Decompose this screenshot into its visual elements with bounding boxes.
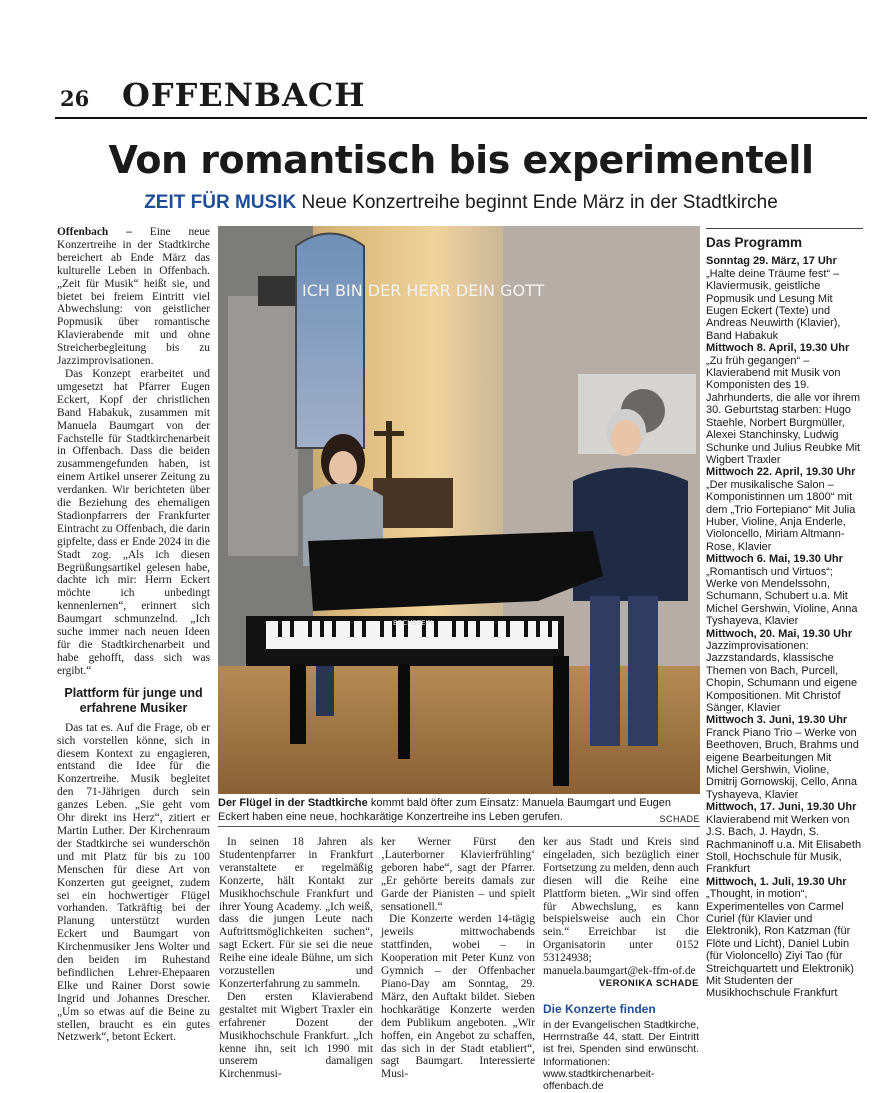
info-box-text: in der Evangelischen Stadtkirche, Herrnstraße 44, statt. Der Eintritt ist frei, Spenden sind erwünscht. Informationen: www.stadtkirchenarbeit-offenbach.de xyxy=(543,1018,699,1093)
photo-illustration xyxy=(218,226,700,794)
program-item xyxy=(706,553,863,627)
program-description: Klavierabend mit Werken von J.S. Bach, J. Haydn, S. Rachmaninoff u.a. Mit Elisabeth Stoll, Hochschule für Musik, Frankfurt xyxy=(706,813,862,876)
program-description: „Halte deine Träume fest“ – Klaviermusik, geistliche Popmusik und Lesung Mit Eugen Eckert (Texte) und Andreas Neuwirth (Klavier), Band Habakuk xyxy=(706,267,841,342)
program-item xyxy=(706,714,863,801)
photo-caption xyxy=(218,797,700,826)
program-date: Mittwoch, 1. Juli, 19.30 Uhr xyxy=(706,875,847,888)
program-description: „Zu früh gegangen“ – Klavierabend mit Musik von Komponisten des 19. Jahrhunderts, die alle vor ihrem 30. Geburtstag starben: Hugo Staehle, Norbert Burgmüller, Alexei Stanchinsky, Ludwig Schunke und Julius Reubke Mit Wigbert Traxler xyxy=(706,354,861,466)
program-item xyxy=(706,342,863,466)
col4-paragraph-1: ker aus Stadt und Kreis sind eingeladen, sich bezüglich einer Fortsetzung zu melden, denn auch diesen will die Reihe eine Plattform bieten. „Wir sind offen für Abwechslung, es kann beispielsweise auch ein Chor sein.“ Erreichbar ist die Organisatorin unter 0152 53124938; manuela.baumgart@ek-ffm-of.de xyxy=(543,836,699,978)
program-date: Mittwoch, 20. Mai, 19.30 Uhr xyxy=(706,627,853,640)
program-description: „Thought, in motion“, Experimentelles von Carmel Curiel (für Klavier und Elektronik), Ron Katzman (für Flöte und Licht), Daniel Lubin (für Violoncello) Ziyi Tao (für Streichquartett und Elektronik) Mit Studenten der Musikhochschule Frankfurt xyxy=(706,888,854,1000)
caption-text: kommt bald öfter zum Einsatz: Manuela Baumgart und Eugen Eckert haben eine neue, hochkarätige Konzertreihe ins Leben gerufen. xyxy=(218,797,672,823)
program-item xyxy=(706,255,863,342)
piano-brand: BECHSTEIN xyxy=(393,619,433,627)
program-date: Sonntag 29. März, 17 Uhr xyxy=(706,255,837,268)
section-title: OFFENBACH xyxy=(122,76,366,114)
program-date: Mittwoch 3. Juni, 19.30 Uhr xyxy=(706,714,848,727)
header-rule xyxy=(55,117,867,119)
program-date: Mittwoch, 17. Juni, 19.30 Uhr xyxy=(706,801,857,814)
subheadline xyxy=(55,192,867,214)
col1-paragraph-2: Das Konzept erarbeitet und umgesetzt hat Pfarrer Eugen Eckert, Kopf der christlichen Band Habakuk, zusammen mit Manuela Baumgart von der Fachstelle für Stadtkirchenarbeit in Offenbach. Dass die beiden zusammengefunden haben, ist einem Artikel unserer Zeitung zu verdanken. Wir berichteten über die Beziehung des ehemaligen Stadionpfarrers der Frankfurter Eintracht zu Offenbach, die darin gipfelte, dass er Ende 2024 in die Stadt zog. „Als ich diesen Begrüßungsartikel gelesen habe, dachte ich mir: Herrn Eckert möchte ich unbedingt kennenlernen“, erinnert sich Baumgart schmunzelnd. „Ich suche immer nach neuen Ideen für die Stadtkirchenarbeit und habe gehofft, dass sich was ergibt.“ xyxy=(57,367,210,677)
program-description: Franck Piano Trio – Werke von Beethoven, Bruch, Brahms und eigene Bearbeitungen Mit Michel Gershwin, Violine, Dmitrij Gornowskij, Cello, Anna Tyshayeva, Klavier xyxy=(706,726,859,801)
article-column-2 xyxy=(219,836,373,1081)
window-inscription: ICH BIN DER HERR DEIN GOTT xyxy=(302,281,545,300)
page-number: 26 xyxy=(60,86,90,111)
program-date: Mittwoch 6. Mai, 19.30 Uhr xyxy=(706,553,843,566)
col2-paragraph-2: Den ersten Klavierabend gestaltet mit Wigbert Traxler ein erfahrener Dozent der Musikhochschule Frankfurt. „Ich kenne ihn, seit ich 1990 mit unserem damaligen Kirchenmusi- xyxy=(219,990,373,1081)
program-description: „Romantisch und Virtuos“; Werke von Mendelssohn, Schumann, Schubert u.a. Mit Michel Gershwin, Violine, Anna Tyshayeva, Klavier xyxy=(706,565,858,628)
subheadline-text: Neue Konzertreihe beginnt Ende März in der Stadtkirche xyxy=(301,192,778,213)
program-item xyxy=(706,466,863,553)
caption-rule xyxy=(218,826,700,827)
article-column-4 xyxy=(543,836,699,1093)
caption-bold: Der Flügel in der Stadtkirche xyxy=(218,797,368,809)
dateline: Offenbach – xyxy=(57,226,132,238)
headline: Von romantisch bis experimentell xyxy=(108,138,814,182)
program-title: Das Programm xyxy=(706,228,863,249)
program-item xyxy=(706,801,863,875)
kicker: ZEIT FÜR MUSIK xyxy=(144,192,297,213)
article-column-1 xyxy=(57,226,210,1044)
info-box-title: Die Konzerte finden xyxy=(543,1001,656,1016)
subhead-plattform: Plattform für junge und erfahrene Musiker xyxy=(64,685,203,715)
author-byline: VERONIKA SCHADE xyxy=(598,977,699,989)
photo-credit: SCHADE xyxy=(659,813,700,824)
col1-paragraph-1: Eine neue Konzertreihe in der Stadtkirche bereichert ab Ende März das kulturelle Leben in Offenbach. „Zeit für Musik“ heißt sie, und bietet bei freiem Eintritt viel Abwechslung: von geistlicher Popmusik über romantische Klavierabende mit und ohne Streicherbegleitung bis zu Jazzimprovisationen. xyxy=(57,226,210,368)
program-item xyxy=(706,876,863,1000)
col2-paragraph-1: In seinen 18 Jahren als Studentenpfarrer in Frankfurt veranstaltete er regelmäßig Konzerte, hält Kontakt zur Musikhochschule Frankfurt und ihrer Young Academy. „Ich weiß, dass die jungen Leute nach Auftrittsmöglichkeiten suchen“, sagt Eckert. Für sie sei die neue Reihe eine ideale Bühne, um sich vorzustellen und Konzerterfahrung zu sammeln. xyxy=(219,836,373,990)
program-description: Jazzimprovisationen: Jazzstandards, klassische Themen von Bach, Purcell, Chopin, Schumann und eigene Kompositionen. Mit Christof Sänger, Klavier xyxy=(706,640,858,715)
program-sidebar xyxy=(706,228,863,1000)
article-photo xyxy=(218,226,700,794)
program-date: Mittwoch 22. April, 19.30 Uhr xyxy=(706,466,856,479)
program-item xyxy=(706,628,863,715)
col3-paragraph-2: Die Konzerte werden 14-tägig jeweils mittwochabends stattfinden, wobei – in Kooperation mit Peter Kunz von Gymnich – der Offenbacher Piano-Day am Sonntag, 29. März, den Auftakt bildet. Sieben hochkarätige Konzerte werden dem Publikum angeboten. „Wir hoffen, ein Angebot zu schaffen, das sich in der Stadt etabliert“, sagt Baumgart. Interessierte Musi- xyxy=(381,913,535,1081)
col3-paragraph-1: ker Werner Fürst den ‚Lauterborner Klavierfrühling‘ geboren habe“, sagt der Pfarrer. „Er gehörte bereits damals zur Garde der Pianisten – und spielt sensationell.“ xyxy=(381,836,535,913)
article-column-3 xyxy=(381,836,535,1081)
program-description: „Der musikalische Salon – Komponistinnen um 1800“ mit dem „Trio Fortepiano“ Mit Julia Huber, Violine, Anja Enderle, Violoncello, Miriam Altmann-Rose, Klavier xyxy=(706,478,856,553)
col1-paragraph-3: Das tat es. Auf die Frage, ob er sich vorstellen könne, sich in diesem Kontext zu engagieren, entstand die Idee für die Konzertreihe. Musik begleitet den 71-Jährigen durch sein ganzes Leben. „Sie geht vom Ohr direkt ins Herz“, zitiert er Martin Luther. Der Kirchenraum der Stadtkirche sei wunderschön und mit Platz für bis zu 100 Menschen für diese Art von Konzerten gut geeignet, zudem sei ein hochwertiger Flügel vorhanden. Tatkräftig bei der Planung unterstützt wurden Eckert und Baumgart von Kirchenmusiker Jens Wolter und den beiden im Ruhestand befindlichen Lehrer-Ehepaaren Elke und Rainer Dorst sowie Ingrid und Johannes Drescher. „Um so etwas auf die Beine zu stellen, braucht es ein gutes Netzwerk“, betont Eckert. xyxy=(57,721,210,1044)
program-date: Mittwoch 8. April, 19.30 Uhr xyxy=(706,342,850,355)
